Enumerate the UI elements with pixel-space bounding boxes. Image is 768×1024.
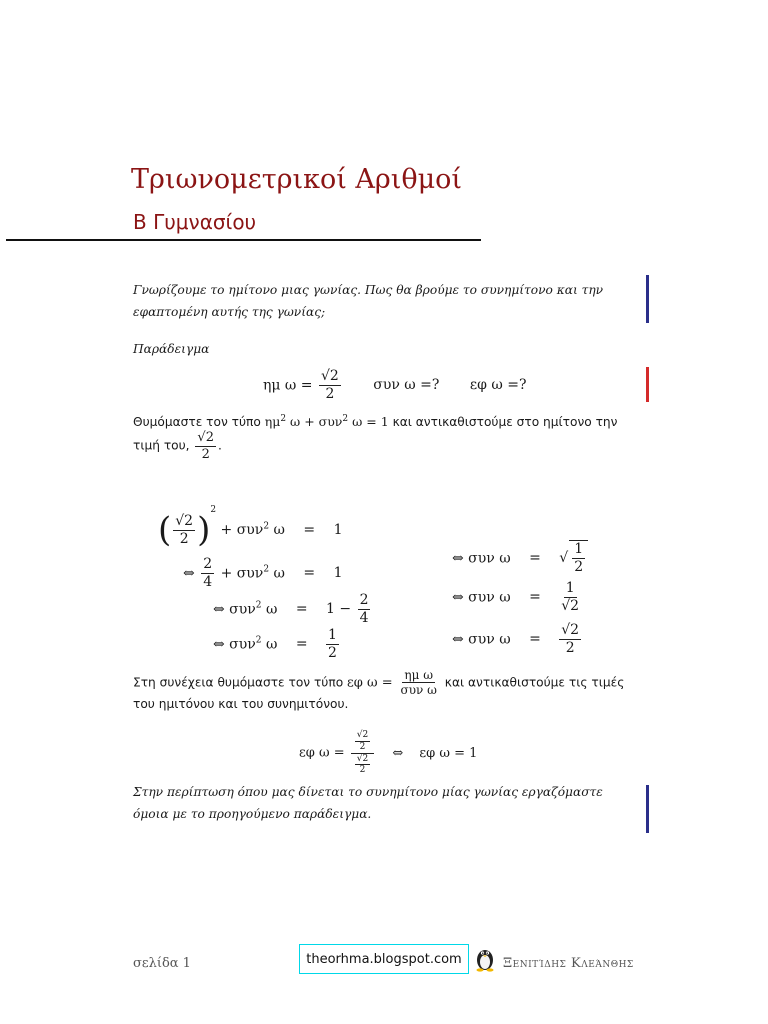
example-label: Παράδειγμα — [133, 342, 210, 356]
deriv1-exp: 2 — [210, 505, 217, 515]
given-cos-question: συν ω =? — [373, 377, 440, 394]
right3-fraction — [559, 622, 581, 657]
recall-tangent-before: Στη συνέχεια θυμόμαστε τον τύπο — [133, 675, 344, 690]
deriv4-lhs: ⇔ συν — [213, 636, 256, 653]
identity-rhs: ω = 1 — [352, 414, 389, 430]
right3-lhs: ⇔ συν ω — [452, 631, 511, 648]
given-sine-num: √2 — [321, 368, 339, 384]
tan-den-num: √2 — [356, 753, 369, 764]
deriv1-sup: 2 — [263, 521, 270, 532]
derivation-line-3 — [213, 592, 372, 627]
derivation-right-1 — [452, 540, 588, 576]
deriv2-eq: = — [303, 565, 316, 582]
author-name: Ξενιτίδης Κλεάνθης — [503, 956, 634, 971]
right1-lhs: ⇔ συν ω — [452, 550, 511, 567]
closing-paragraph: Στην περίπτωση όπου μας δίνεται το συνημίτονο μίας γωνίας εργαζόμαστε όμοια με το προηγούμενο παράδειγμα. — [133, 785, 603, 821]
page-subtitle: Β Γυμνασίου — [133, 210, 257, 234]
tangent-result — [299, 730, 477, 776]
margin-bar-red — [646, 367, 649, 402]
tan-num-frac — [355, 730, 370, 753]
recall-identity-before: Θυμόμαστε τον τύπο — [133, 415, 261, 430]
recall-tangent-line2: του ημιτόνου και του συνημιτόνου. — [133, 697, 349, 711]
right1-sqrt-sign: √ — [559, 550, 569, 567]
given-sine-den: 2 — [325, 385, 335, 402]
deriv4-sup: 2 — [255, 635, 262, 646]
intro-paragraph: Γνωρίζουμε το ημίτονο μιας γωνίας. Πως θα βρούμε το συνημίτονο και την εφαπτομένη αυτής της γωνίας; — [133, 283, 604, 319]
right1-sqrt — [569, 540, 588, 576]
tan-rhs: εφ ω = 1 — [419, 745, 478, 761]
recall-tangent-fraction — [399, 668, 439, 698]
deriv1-eq: = — [303, 522, 316, 538]
margin-bar-blue — [646, 275, 649, 323]
deriv2-sup: 2 — [263, 564, 270, 575]
recall-value-dot: . — [217, 438, 222, 453]
deriv4-fraction — [326, 627, 339, 662]
derivation-line-1 — [158, 505, 342, 550]
right2-num: 1 — [565, 580, 575, 596]
deriv3-fraction — [358, 592, 371, 627]
tan-lhs: εφ ω = — [299, 745, 345, 761]
deriv1-fraction — [173, 513, 195, 548]
identity-cos: ω + συν — [290, 414, 343, 430]
deriv3-sup: 2 — [255, 600, 262, 611]
identity-sup1: 2 — [280, 414, 287, 424]
recall-value-fraction — [195, 430, 216, 462]
recall-tangent-line — [133, 668, 638, 698]
right1-num: 1 — [574, 541, 584, 557]
tan-den-den: 2 — [359, 765, 366, 776]
tan-den — [351, 754, 374, 777]
derivation-right-2 — [452, 580, 583, 615]
recall-value-den: 2 — [201, 446, 210, 462]
deriv2-rhs: 1 — [333, 565, 343, 582]
derivation-right-3 — [452, 622, 583, 657]
tan-imp: ⇔ — [392, 745, 404, 761]
title-divider — [6, 239, 481, 241]
right1-eq: = — [529, 550, 541, 567]
deriv4-den: 2 — [328, 644, 337, 661]
recall-tangent-after: και αντικαθιστούμε τις τιμές — [444, 675, 625, 690]
right3-eq: = — [529, 631, 541, 648]
tan-fraction — [351, 730, 374, 776]
deriv2-rest: + συν — [220, 565, 264, 582]
tan-num — [351, 730, 374, 754]
deriv3-omega: ω — [265, 601, 278, 618]
deriv2-omega: ω — [273, 565, 285, 582]
paren-close: ) — [197, 510, 211, 550]
recall-value-num: √2 — [197, 430, 214, 445]
right1-fraction — [572, 541, 585, 576]
identity-formula — [265, 414, 389, 429]
right2-fraction — [559, 580, 581, 615]
deriv3-eq: = — [295, 601, 308, 618]
recall-identity-after: και αντικαθιστούμε στο ημίτονο την — [392, 415, 618, 430]
deriv3-num: 2 — [359, 592, 369, 608]
derivation-line-2 — [183, 556, 343, 591]
given-tan-question: εφ ω =? — [469, 377, 527, 394]
deriv3-lhs: ⇔ συν — [213, 601, 256, 618]
paren-open: ( — [158, 510, 172, 550]
right3-num: √2 — [561, 622, 580, 638]
deriv3-rhs: 1 − — [326, 601, 352, 618]
recall-tangent-num: ημ ω — [404, 668, 434, 682]
recall-tangent-lhs: εφ ω = — [347, 675, 393, 691]
page-number: σελίδα 1 — [133, 956, 191, 971]
tan-den-frac — [355, 754, 370, 777]
right3-den: 2 — [565, 639, 575, 656]
tan-num-den: 2 — [359, 741, 366, 752]
deriv1-rest: + συν — [220, 522, 264, 538]
identity-sup2: 2 — [342, 414, 349, 424]
derivation-line-4 — [213, 627, 341, 662]
right2-eq: = — [529, 589, 541, 606]
deriv2-imp: ⇔ — [183, 565, 195, 582]
deriv1-omega: ω — [273, 522, 285, 538]
right2-lhs: ⇔ συν ω — [452, 589, 511, 606]
deriv2-den: 4 — [203, 573, 213, 590]
given-sine-equation — [263, 368, 526, 403]
given-sine-lhs: ημ ω = — [263, 377, 313, 394]
right2-den: √2 — [561, 597, 580, 614]
tux-penguin-icon — [474, 946, 496, 972]
deriv2-num: 2 — [203, 556, 213, 572]
deriv3-den: 4 — [359, 609, 369, 626]
recall-tangent-den: συν ω — [400, 683, 437, 698]
deriv1-den: 2 — [179, 530, 189, 547]
deriv1-rhs: 1 — [333, 522, 343, 538]
blog-link[interactable]: theorhma.blogspot.com — [299, 944, 469, 974]
tan-num-num: √2 — [356, 730, 369, 740]
deriv1-num: √2 — [175, 512, 194, 529]
right1-den: 2 — [574, 558, 584, 575]
deriv2-fraction — [201, 556, 214, 591]
given-sine-fraction — [319, 368, 341, 403]
deriv4-eq: = — [295, 636, 308, 653]
deriv4-omega: ω — [265, 636, 278, 653]
deriv4-num: 1 — [328, 627, 337, 643]
recall-value-line — [133, 430, 222, 462]
identity-sin: ημ — [264, 414, 281, 430]
margin-bar-blue-2 — [646, 785, 649, 833]
page-title: Τριωνομετρικοί Αριθμοί — [131, 164, 462, 195]
recall-value-text: τιμή του, — [133, 438, 190, 453]
